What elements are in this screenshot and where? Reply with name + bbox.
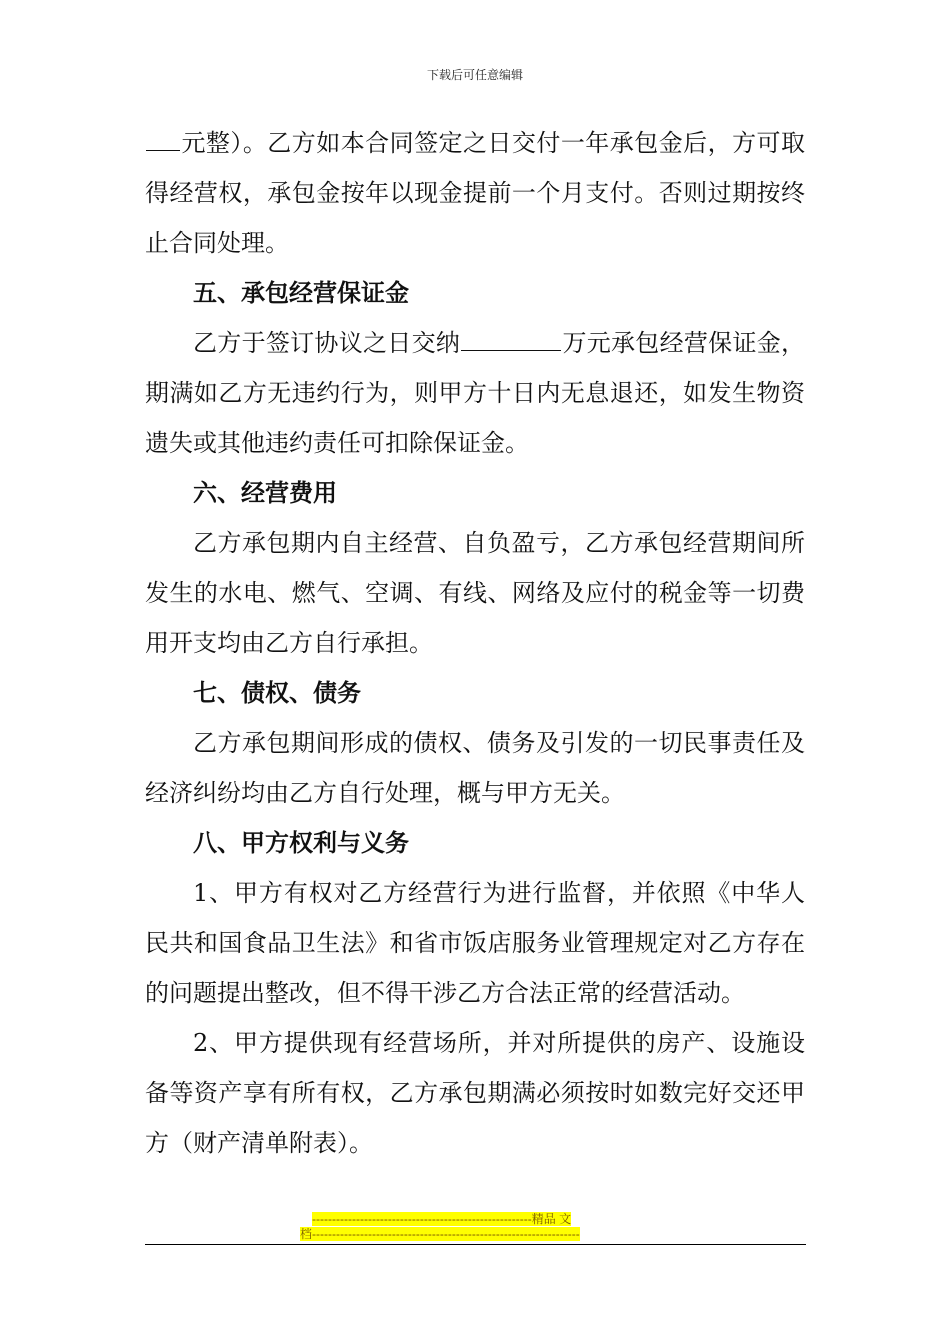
amount-blank[interactable]: [146, 124, 180, 151]
section-heading-debts: 七、债权、债务: [193, 678, 361, 707]
page-header: 下载后可任意编辑: [426, 68, 523, 82]
paragraph-text: 万元承包经营保证金，期满如乙方无违约行为，则甲方十日内无息退还，如发生物资遗失或其他违约责任可扣除保证金。: [145, 329, 806, 457]
paragraph-expenses: 乙方承包期内自主经营、自负盈亏，乙方承包经营期间所发生的水电、燃气、空调、有线、网络及应付的税金等一切费用开支均由乙方自行承担。: [145, 529, 805, 657]
section-heading-party-a-rights: 八、甲方权利与义务: [193, 828, 409, 857]
paragraph-fee-continued: [145, 118, 805, 268]
paragraph-clause-2: 2、甲方提供现有经营场所，并对所提供的房产、设施设备等资产享有所有权，乙方承包期满必须按时如数完好交还甲方（财产清单附表）。: [145, 1029, 805, 1157]
paragraph-debts: 乙方承包期间形成的债权、债务及引发的一切民事责任及经济纠纷均由乙方自行处理，概与甲方无关。: [145, 729, 805, 807]
section-heading-expenses: 六、经营费用: [193, 478, 337, 507]
deposit-amount-blank[interactable]: [461, 324, 561, 351]
paragraph-text: 乙方于签订协议之日交纳: [193, 329, 461, 357]
section-heading-deposit: 五、承包经营保证金: [193, 278, 409, 307]
paragraph-text: 元整）。乙方如本合同签定之日交付一年承包金后，方可取得经营权，承包金按年以现金提前一个月支付。否则过期按终止合同处理。: [145, 129, 805, 257]
footer-divider: [145, 1244, 806, 1245]
document-body: [145, 118, 805, 1168]
paragraph-clause-1: 1、甲方有权对乙方经营行为进行监督，并依照《中华人民共和国食品卫生法》和省市饭店服务业管理规定对乙方存在的问题提出整改，但不得干涉乙方合法正常的经营活动。: [145, 879, 805, 1007]
paragraph-deposit: [145, 318, 805, 468]
footer-line-1: -------------------------------------------------------精品 文: [312, 1212, 572, 1226]
page-footer-watermark: [300, 1212, 650, 1242]
footer-line-2: 档-------------------------------------------------------------------: [300, 1227, 580, 1241]
